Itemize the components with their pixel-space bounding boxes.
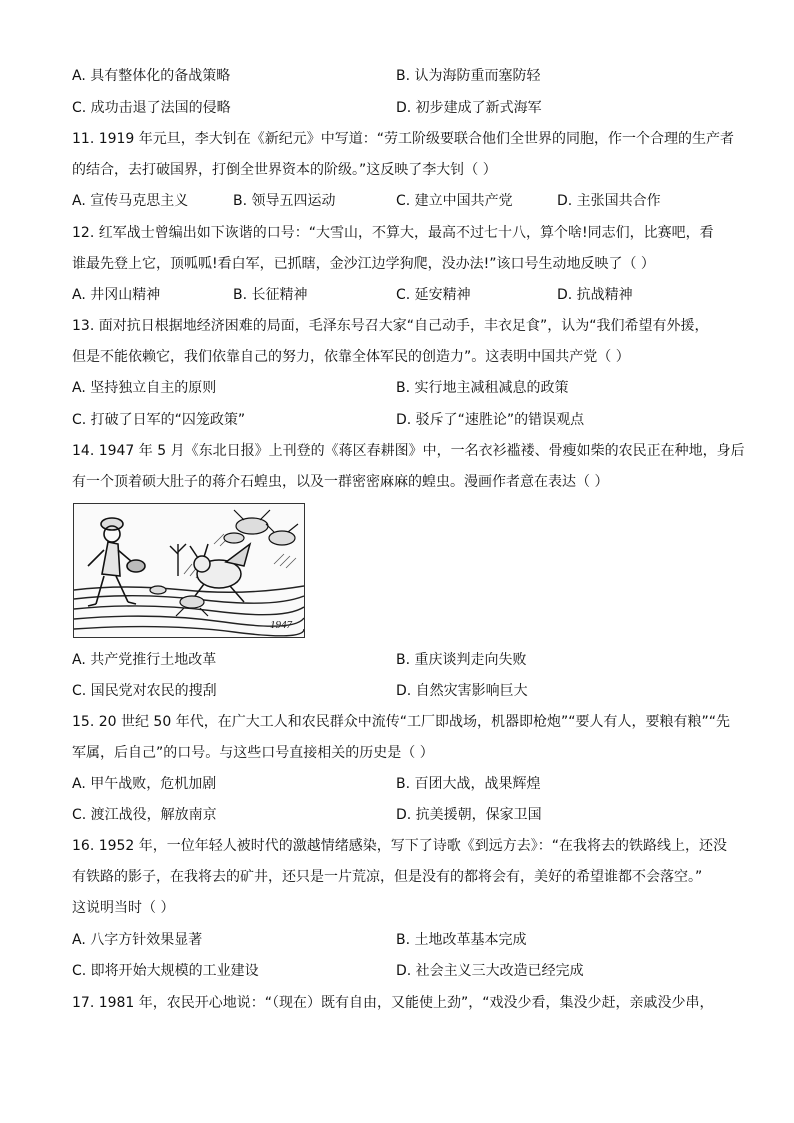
q16-option-a: A. 八字方针效果显著 <box>72 932 203 948</box>
q16-stem-line3: 这说明当时（ ） <box>72 900 175 916</box>
q15-option-d: D. 抗美援朝，保家卫国 <box>396 807 542 823</box>
q14-option-a: A. 共产党推行土地改革 <box>72 652 217 668</box>
q17-stem-line1: 17. 1981 年，农民开心地说：“（现在）既有自由，又能使上劲”，“戏没少看，集没少赶，亲戚没少串， <box>72 995 714 1011</box>
q13-option-b: B. 实行地主减租减息的政策 <box>396 380 569 396</box>
q10-option-d: D. 初步建成了新式海军 <box>396 100 542 116</box>
q12-option-a: A. 井冈山精神 <box>72 287 161 303</box>
q16-option-c: C. 即将开始大规模的工业建设 <box>72 963 259 979</box>
q15-stem-line1: 15. 20 世纪 50 年代，在广大工人和农民群众中流传“工厂即战场，机器即枪炮”“要人有人，要粮有粮”“先 <box>72 714 730 730</box>
q14-stem-line1: 14. 1947 年 5 月《东北日报》上刊登的《蒋区春耕图》中，一名衣衫褴褛、骨瘦如柴的农民正在种地，身后 <box>72 443 745 459</box>
q14-cartoon-image <box>73 503 305 638</box>
q16-option-d: D. 社会主义三大改造已经完成 <box>396 963 584 979</box>
q12-option-c: C. 延安精神 <box>396 287 471 303</box>
q16-stem-line2: 有铁路的影子，在我将去的矿井，还只是一片荒凉，但是没有的都将会有，美好的希望谁都不会落空。” <box>72 869 703 885</box>
q15-option-a: A. 甲午战败，危机加剧 <box>72 776 217 792</box>
q11-option-d: D. 主张国共合作 <box>557 193 661 209</box>
q15-stem-line2: 军属，后自己”的口号。与这些口号直接相关的历史是（ ） <box>72 745 434 761</box>
q12-option-d: D. 抗战精神 <box>557 287 633 303</box>
q13-option-c: C. 打破了日军的“囚笼政策” <box>72 412 246 428</box>
q11-option-c: C. 建立中国共产党 <box>396 193 513 209</box>
cartoon-year-label: 1947 <box>270 619 292 631</box>
q16-option-b: B. 土地改革基本完成 <box>396 932 527 948</box>
q10-option-a: A. 具有整体化的备战策略 <box>72 68 231 84</box>
q12-stem-line2: 谁最先登上它，顶呱呱!看白军，已抓瞎，金沙江边学狗爬，没办法!”该口号生动地反映了（ ） <box>72 256 655 272</box>
q14-stem-line2: 有一个顶着硕大肚子的蒋介石蝗虫，以及一群密密麻麻的蝗虫。漫画作者意在表达（ ） <box>72 474 609 490</box>
q10-option-c: C. 成功击退了法国的侵略 <box>72 100 231 116</box>
q11-stem-line2: 的结合，去打破国界，打倒全世界资本的阶级。”这反映了李大钊（ ） <box>72 162 497 178</box>
q14-option-d: D. 自然灾害影响巨大 <box>396 683 528 699</box>
q12-stem-line1: 12. 红军战士曾编出如下诙谐的口号：“大雪山，不算大，最高不过七十八，算个啥!同志们，比赛吧，看 <box>72 225 714 241</box>
q11-option-b: B. 领导五四运动 <box>233 193 336 209</box>
q11-option-a: A. 宣传马克思主义 <box>72 193 189 209</box>
q13-option-a: A. 坚持独立自主的原则 <box>72 380 217 396</box>
q15-option-c: C. 渡江战役，解放南京 <box>72 807 217 823</box>
q10-option-b: B. 认为海防重而塞防轻 <box>396 68 541 84</box>
q12-option-b: B. 长征精神 <box>233 287 308 303</box>
q16-stem-line1: 16. 1952 年，一位年轻人被时代的激越情绪感染，写下了诗歌《到远方去》：“在我将去的铁路线上，还没 <box>72 838 728 854</box>
q13-stem-line1: 13. 面对抗日根据地经济困难的局面，毛泽东号召大家“自己动手，丰衣足食”，认为“我们希望有外援， <box>72 318 709 334</box>
q14-option-b: B. 重庆谈判走向失败 <box>396 652 527 668</box>
q11-stem-line1: 11. 1919 年元旦，李大钊在《新纪元》中写道：“劳工阶级要联合他们全世界的同胞，作一个合理的生产者 <box>72 131 735 147</box>
q13-stem-line2: 但是不能依赖它，我们依靠自己的努力，依靠全体军民的创造力”。这表明中国共产党（ ） <box>72 349 630 365</box>
q15-option-b: B. 百团大战，战果辉煌 <box>396 776 541 792</box>
q13-option-d: D. 驳斥了“速胜论”的错误观点 <box>396 412 585 428</box>
q14-option-c: C. 国民党对农民的搜刮 <box>72 683 217 699</box>
